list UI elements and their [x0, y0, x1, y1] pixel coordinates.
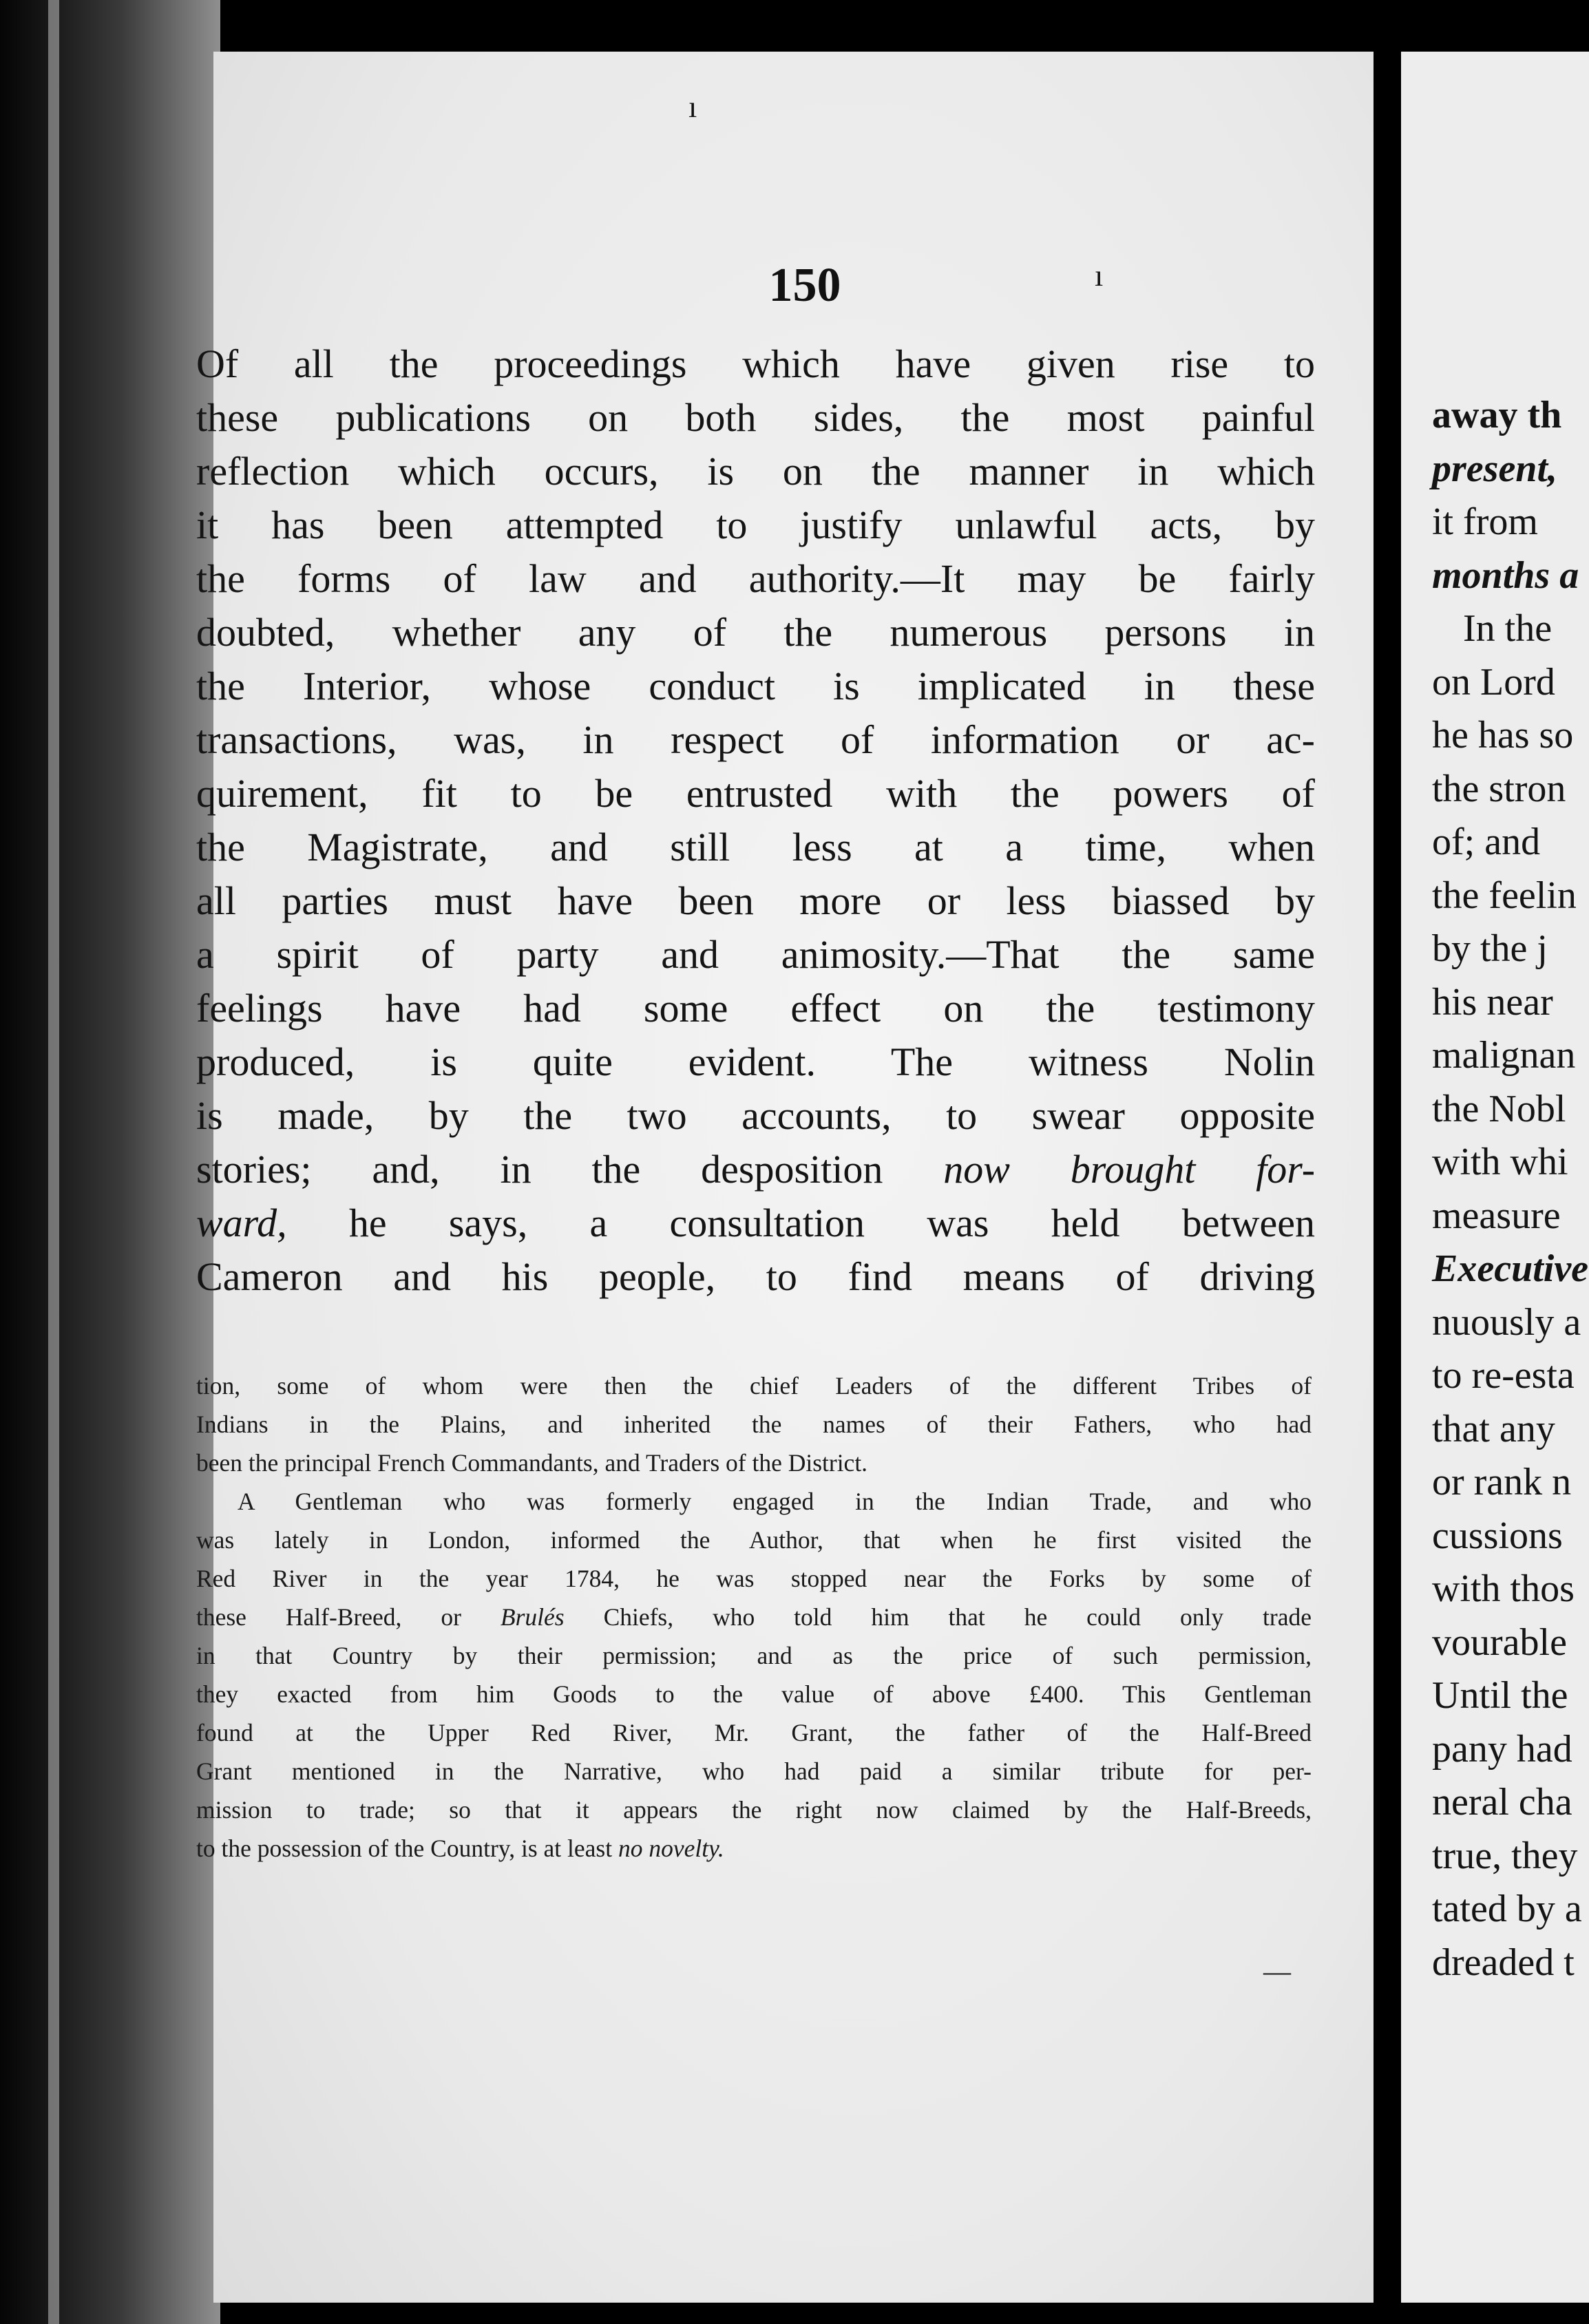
right-page-line: his near	[1432, 980, 1553, 1024]
page-number: 150	[768, 259, 841, 312]
italic-phrase: now brought for-	[943, 1147, 1316, 1192]
footnote-line-with-italic	[196, 1598, 1312, 1636]
right-page-line: vourable	[1432, 1620, 1567, 1664]
text-line: produced, is quite evident. The witness Nolin	[196, 1039, 1315, 1084]
right-page-line: it from	[1432, 500, 1538, 543]
right-page-line: the feelin	[1432, 874, 1577, 917]
footnote-line-with-italic	[196, 1829, 1312, 1868]
print-speck: ı	[688, 90, 697, 124]
text-line: feelings have had some effect on the testimony	[196, 986, 1315, 1031]
right-page-line: away th	[1432, 394, 1562, 436]
right-page-line: nuously a	[1432, 1300, 1581, 1344]
text-line: a spirit of party and animosity.—That the same	[196, 932, 1315, 977]
right-page-line: on Lord	[1432, 660, 1555, 704]
text-line: transactions, was, in respect of information or ac-	[196, 717, 1315, 762]
footnote-line: A Gentleman who was formerly engaged in the Indian Trade, and who	[238, 1488, 1312, 1515]
italic-phrase: ward,	[196, 1201, 287, 1245]
right-page-line: the stron	[1432, 767, 1566, 810]
right-page-line: dreaded t	[1432, 1941, 1575, 1984]
right-page-line: the Nobl	[1432, 1087, 1566, 1130]
right-page-line: malignan	[1432, 1034, 1576, 1077]
italic-word: Brulés	[500, 1603, 565, 1631]
right-page-line: cussions	[1432, 1514, 1563, 1557]
right-page-line: of; and	[1432, 821, 1541, 863]
right-page-line: with thos	[1432, 1567, 1575, 1610]
right-page-fragment	[1401, 52, 1589, 2303]
right-page-line: Executive	[1432, 1247, 1589, 1290]
text-line: is made, by the two accounts, to swear opposite	[196, 1093, 1315, 1138]
spine-highlight	[48, 0, 59, 2324]
text-line: the forms of law and authority.—It may be fairly	[196, 556, 1315, 601]
italic-phrase: no novelty.	[618, 1835, 724, 1862]
main-text	[196, 337, 1315, 1304]
right-page-line: measure	[1432, 1194, 1561, 1237]
right-page-line: present,	[1432, 447, 1557, 490]
right-page-line: by the j	[1432, 927, 1548, 970]
text-line: these publications on both sides, the most painful	[196, 395, 1315, 440]
right-page-line: pany had	[1432, 1727, 1572, 1771]
text-segment: these Half-Breed, or	[196, 1603, 461, 1631]
text-segment: he says, a consultation was held between	[348, 1201, 1315, 1245]
text-line-with-italic	[196, 1196, 1315, 1250]
print-speck: —	[1263, 1956, 1291, 1987]
footnote-line: they exacted from him Goods to the value of above £400. This Gentleman	[196, 1680, 1312, 1708]
text-line: quirement, fit to be entrusted with the powers of	[196, 771, 1315, 816]
footnote-line: Grant mentioned in the Narrative, who had paid a similar tribute for per-	[196, 1757, 1312, 1785]
right-page-line: true, they	[1432, 1834, 1578, 1877]
right-page-line: that any	[1432, 1407, 1555, 1450]
footnote-line: was lately in London, informed the Author, that when he first visited the	[196, 1526, 1312, 1554]
right-page-line: In the	[1463, 607, 1553, 650]
text-segment: to the possession of the Country, is at least	[196, 1835, 613, 1862]
right-page-line: to re-esta	[1432, 1354, 1575, 1397]
text-line: it has been attempted to justify unlawful acts, by	[196, 503, 1315, 547]
page-gutter	[1374, 0, 1401, 2324]
footnote-line: been the principal French Commandants, and Traders of the District.	[196, 1449, 868, 1477]
footnote-line: in that Country by their permission; and as the price of such permission,	[196, 1642, 1312, 1669]
right-page-line: Until the	[1432, 1674, 1568, 1717]
right-page-line: neral cha	[1432, 1781, 1572, 1824]
right-page-line: he has so	[1432, 714, 1574, 757]
text-segment: stories; and, in the desposition	[196, 1147, 883, 1192]
right-page-line: with whi	[1432, 1141, 1568, 1183]
footnote-line: mission to trade; so that it appears the right now claimed by the Half-Breeds,	[196, 1796, 1312, 1824]
text-line: Of all the proceedings which have given rise to	[196, 341, 1315, 386]
right-page-text	[1432, 389, 1588, 1989]
right-page-line: or rank n	[1432, 1461, 1572, 1503]
right-page-line: months a	[1432, 553, 1579, 597]
text-line: reflection which occurs, is on the manner in which	[196, 449, 1315, 494]
text-line: the Magistrate, and still less at a time, when	[196, 825, 1315, 869]
text-line: doubted, whether any of the numerous persons in	[196, 610, 1315, 655]
text-line-with-italic	[196, 1143, 1315, 1196]
text-line: Cameron and his people, to find means of driving	[196, 1254, 1315, 1299]
footnote-line: Red River in the year 1784, he was stopped near the Forks by some of	[196, 1565, 1312, 1592]
text-line: all parties must have been more or less biassed by	[196, 878, 1315, 923]
footnotes	[196, 1366, 1312, 1868]
text-line: the Interior, whose conduct is implicated in these	[196, 664, 1315, 708]
right-page-line: tated by a	[1432, 1888, 1582, 1930]
print-speck: ı	[1095, 259, 1104, 293]
footnote-line: tion, some of whom were then the chief Leaders of the different Tribes of	[196, 1372, 1312, 1399]
footnote-line: found at the Upper Red River, Mr. Grant, the father of the Half-Breed	[196, 1719, 1312, 1746]
book-spine	[0, 0, 220, 2324]
text-segment: Chiefs, who told him that he could only trade	[603, 1603, 1312, 1631]
footnote-line: Indians in the Plains, and inherited the names of their Fathers, who had	[196, 1411, 1312, 1438]
